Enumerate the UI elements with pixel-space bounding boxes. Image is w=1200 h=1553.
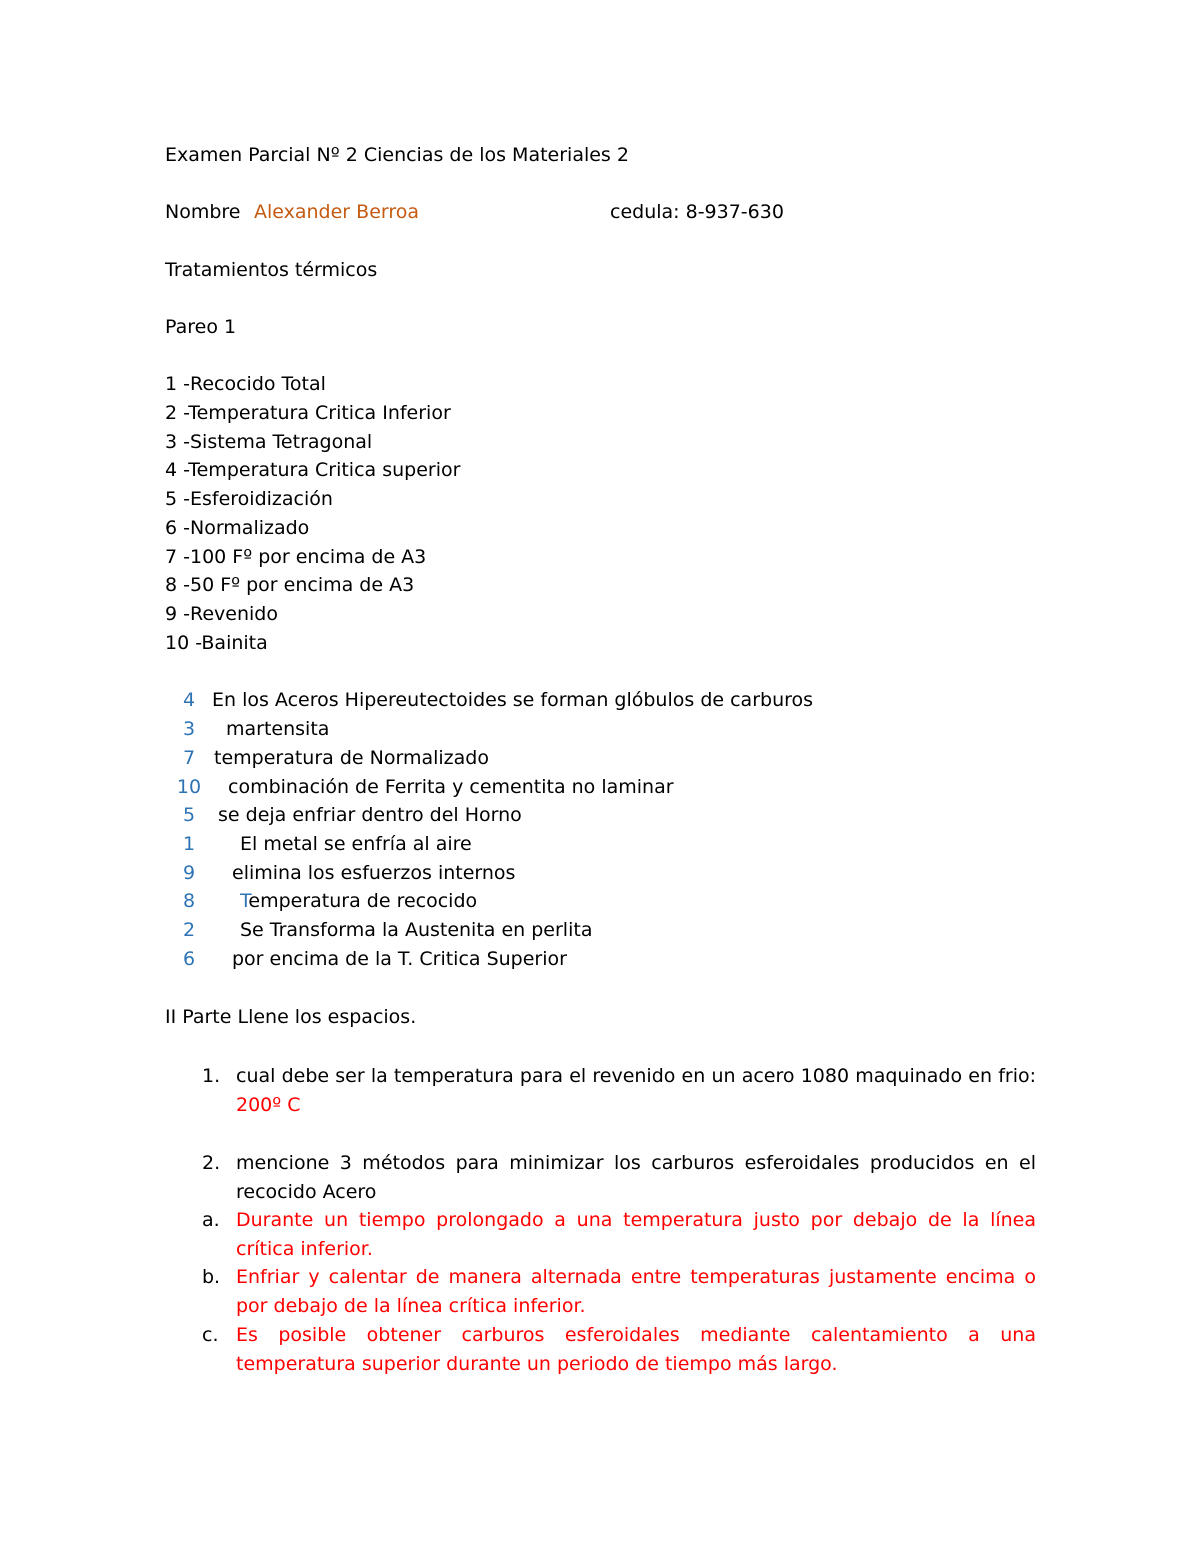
pareo-item: 6 -Normalizado bbox=[165, 517, 310, 539]
answer-row bbox=[174, 861, 515, 885]
question-1 bbox=[236, 1062, 1036, 1119]
student-name: Alexander Berroa bbox=[254, 201, 420, 223]
answer-row bbox=[174, 746, 489, 770]
question-marker: 1. bbox=[202, 1065, 221, 1087]
pareo-item: 2 -Temperatura Critica Inferior bbox=[165, 402, 451, 424]
answer-number: 5 bbox=[182, 804, 196, 826]
answer-row bbox=[174, 832, 472, 856]
answer-text: combinación de Ferrita y cementita no laminar bbox=[228, 776, 674, 798]
answer-text: emperatura de recocido bbox=[248, 890, 478, 912]
answer-number: 6 bbox=[182, 948, 196, 970]
cedula: cedula: 8-937-630 bbox=[610, 201, 784, 223]
section-heading: Tratamientos térmicos bbox=[165, 259, 378, 281]
answer-text: temperatura de Normalizado bbox=[214, 747, 489, 769]
pareo-item: 3 -Sistema Tetragonal bbox=[165, 431, 373, 453]
pareo-item: 4 -Temperatura Critica superior bbox=[165, 459, 461, 481]
option-marker: c. bbox=[202, 1324, 219, 1346]
pareo-item: 5 -Esferoidización bbox=[165, 488, 333, 510]
answer-number: 10 bbox=[176, 776, 202, 798]
answer-number: 4 bbox=[182, 689, 196, 711]
option-marker: a. bbox=[202, 1209, 220, 1231]
pareo-item: 1 -Recocido Total bbox=[165, 373, 326, 395]
question-text: cual debe ser la temperatura para el revenido en un acero 1080 maquinado en frio: bbox=[236, 1065, 1036, 1087]
name-label: Nombre bbox=[165, 201, 241, 223]
pareo-item: 9 -Revenido bbox=[165, 603, 278, 625]
answer-row bbox=[174, 918, 592, 942]
answer-row bbox=[174, 717, 329, 741]
pareo-heading: Pareo 1 bbox=[165, 316, 237, 338]
exam-title: Examen Parcial Nº 2 Ciencias de los Materiales 2 bbox=[165, 144, 629, 166]
question-answer: 200º C bbox=[236, 1093, 301, 1116]
answer-number: 8 bbox=[182, 890, 196, 912]
option-c: Es posible obtener carburos esferoidales mediante calentamiento a una temperatura superior durante un periodo de tiempo más largo. bbox=[236, 1324, 1036, 1375]
answer-number: 2 bbox=[182, 919, 196, 941]
answer-row bbox=[174, 803, 522, 827]
option-marker: b. bbox=[202, 1266, 221, 1288]
answer-text: En los Aceros Hipereutectoides se forman glóbulos de carburos bbox=[212, 689, 814, 711]
pareo-item: 10 -Bainita bbox=[165, 632, 268, 654]
answer-number: 1 bbox=[182, 833, 196, 855]
answer-number: 3 bbox=[182, 718, 196, 740]
answer-text: por encima de la T. Critica Superior bbox=[232, 948, 567, 970]
answer-text: Se Transforma la Austenita en perlita bbox=[240, 919, 593, 941]
answer-row bbox=[174, 947, 567, 971]
answer-row bbox=[174, 775, 674, 799]
option-b: Enfriar y calentar de manera alternada entre temperaturas justamente encima o por debajo de la línea crítica inferior. bbox=[236, 1266, 1036, 1317]
option-a: Durante un tiempo prolongado a una temperatura justo por debajo de la línea crítica inferior. bbox=[236, 1209, 1036, 1260]
answer-text: elimina los esfuerzos internos bbox=[232, 862, 516, 884]
answer-text: El metal se enfría al aire bbox=[240, 833, 472, 855]
answer-row bbox=[174, 688, 813, 712]
answer-row bbox=[174, 889, 477, 913]
answer-number: 9 bbox=[182, 862, 196, 884]
pareo-item: 8 -50 Fº por encima de A3 bbox=[165, 574, 415, 596]
question-2: mencione 3 métodos para minimizar los carburos esferoidales producidos en el recocido Acero bbox=[236, 1152, 1036, 1203]
answer-text-initial: T bbox=[240, 890, 249, 912]
pareo-item: 7 -100 Fº por encima de A3 bbox=[165, 546, 427, 568]
answer-number: 7 bbox=[182, 747, 196, 769]
answer-text: martensita bbox=[226, 718, 330, 740]
answer-text: se deja enfriar dentro del Horno bbox=[218, 804, 522, 826]
part2-heading: II Parte Llene los espacios. bbox=[165, 1006, 417, 1028]
question-marker: 2. bbox=[202, 1152, 221, 1174]
